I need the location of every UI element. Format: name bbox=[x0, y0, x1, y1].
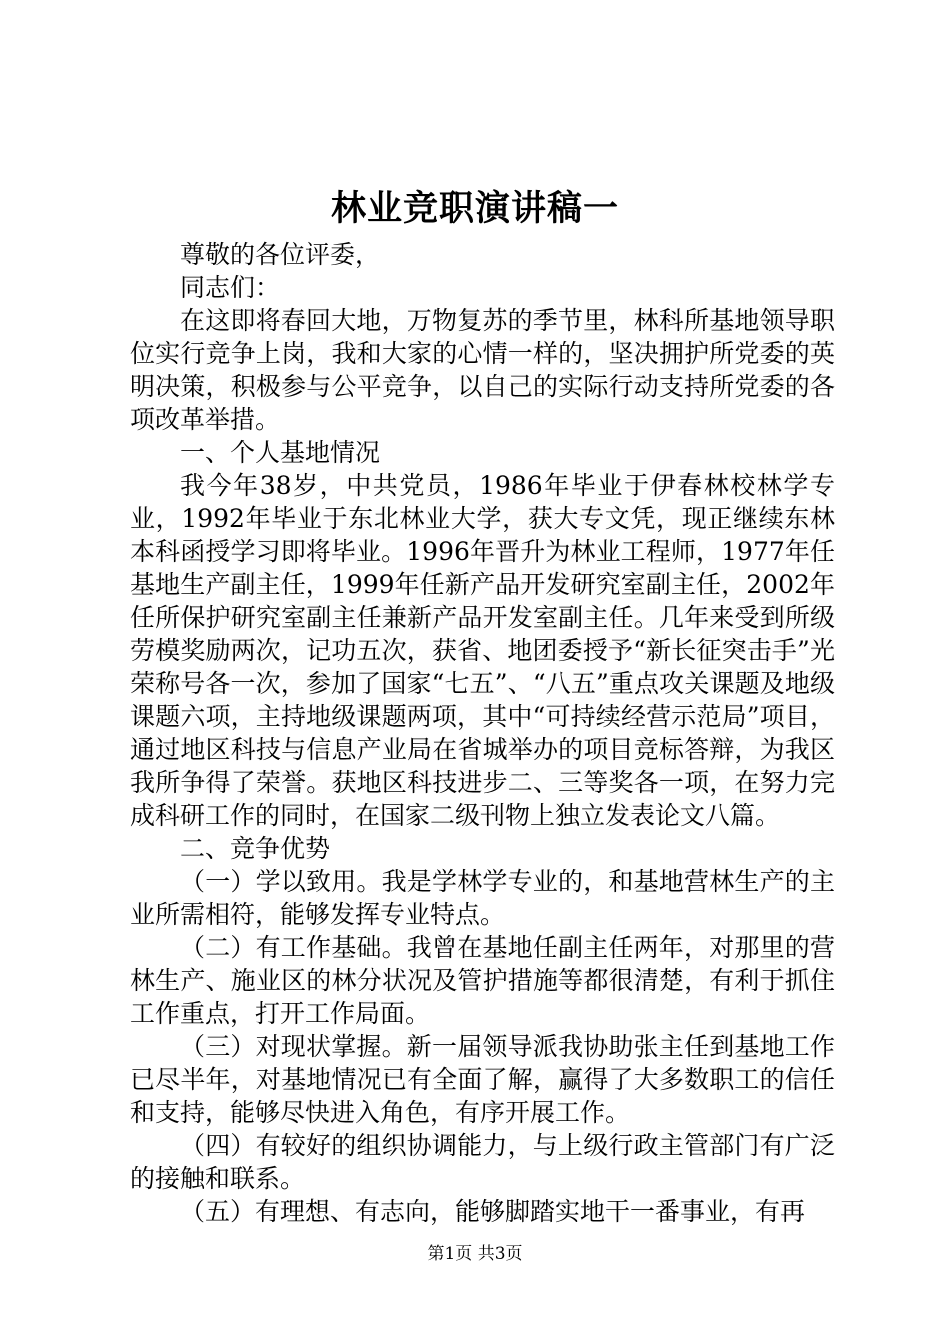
advantage-item-3: （三）对现状掌握。新一届领导派我协助张主任到基地工作已尽半年，对基地情况已有全面了解，赢得了大多数职工的信任和支持，能够尽快进入角色，有序开展工作。 bbox=[130, 1032, 835, 1127]
intro-paragraph: 在这即将春回大地，万物复苏的季节里，林科所基地领导职位实行竞争上岗，我和大家的心情一样的，坚决拥护所党委的英明决策，积极参与公平竞争，以自己的实际行动支持所党委的各项改革举措。 bbox=[130, 306, 835, 434]
section-heading-advantages: 二、竞争优势 bbox=[180, 834, 331, 863]
salutation-comrades: 同志们： bbox=[180, 273, 281, 302]
advantage-item-1: （一）学以致用。我是学林学专业的，和基地营林生产的主业所需相符，能够发挥专业特点。 bbox=[130, 867, 835, 929]
section-heading-personal: 一、个人基地情况 bbox=[180, 438, 381, 467]
document-title: 林业竞职演讲稿一 bbox=[330, 188, 619, 229]
page-footer: 第1页 共3页 bbox=[427, 1244, 523, 1264]
advantage-item-5: （五）有理想、有志向，能够脚踏实地干一番事业，有再 bbox=[180, 1197, 806, 1226]
document-body bbox=[130, 238, 835, 1228]
salutation-judges: 尊敬的各位评委， bbox=[180, 240, 381, 269]
advantage-item-2: （二）有工作基础。我曾在基地任副主任两年，对那里的营林生产、施业区的林分状况及管护措施等都很清楚，有利于抓住工作重点，打开工作局面。 bbox=[130, 933, 835, 1028]
personal-paragraph: 我今年38岁，中共党员，1986年毕业于伊春林校林学专业，1992年毕业于东北林业大学，获大专文凭，现正继续东林本科函授学习即将毕业。1996年晋升为林业工程师，1977年任基地生产副主任，1999年任新产品开发研究室副主任，2002年任所保护研究室副主任兼新产品开发室副主任。几年来受到所级劳模奖励两次，记功五次，获省、地团委授予“新长征突击手”光荣称号各一次，参加了国家“七五”、“八五”重点攻关课题及地级课题六项，主持地级课题两项，其中“可持续经营示范局”项目，通过地区科技与信息产业局在省城举办的项目竞标答辩，为我区我所争得了荣誉。获地区科技进步二、三等奖各一项，在努力完成科研工作的同时，在国家二级刊物上独立发表论文八篇。 bbox=[130, 471, 835, 830]
advantage-item-4: （四）有较好的组织协调能力，与上级行政主管部门有广泛的接触和联系。 bbox=[130, 1131, 835, 1193]
